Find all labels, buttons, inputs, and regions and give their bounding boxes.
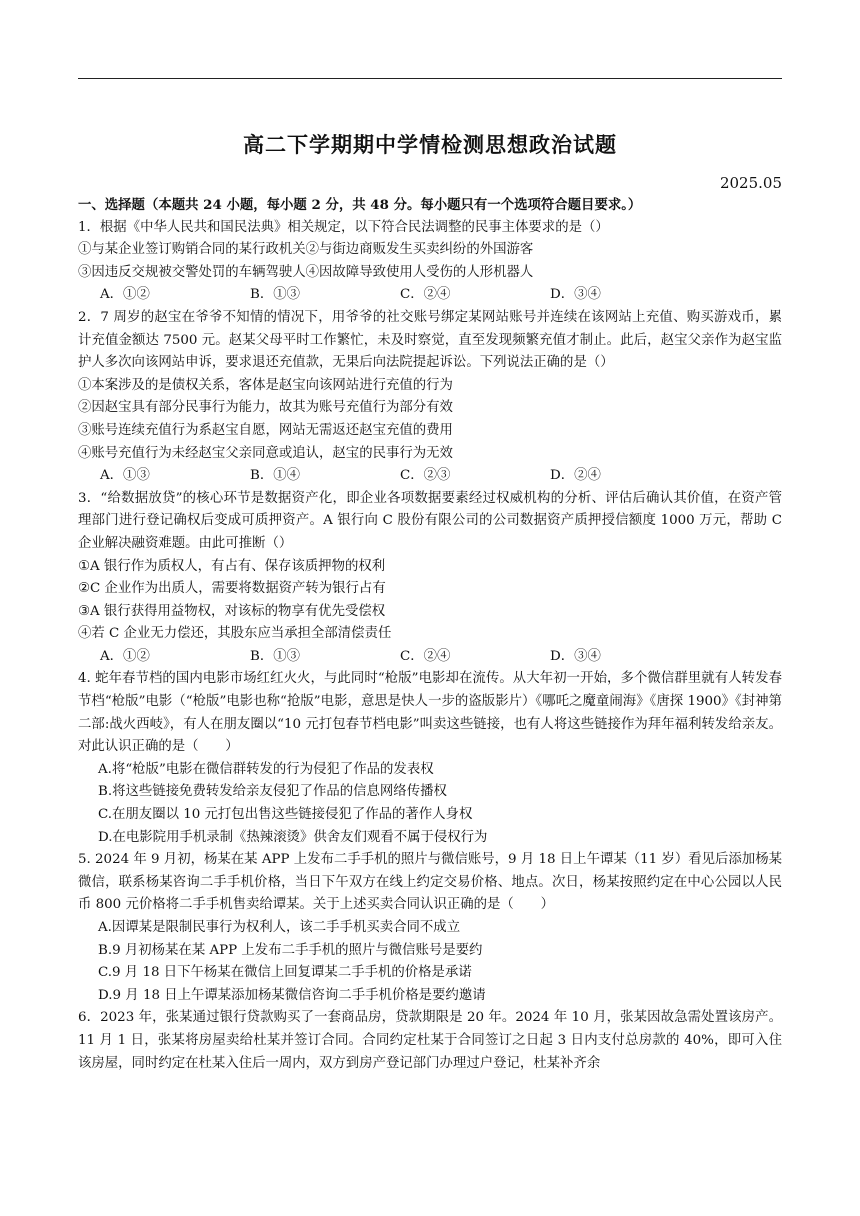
choice-c: C．②④ — [400, 648, 451, 664]
question-5-option: C.9 月 18 日下午杨某在微信上回复谭某二手手机的价格是承诺 — [98, 965, 472, 981]
question-2-stem: 2．7 周岁的赵宝在爷爷不知情的情况下，用爷爷的社交账号绑定某网站账号并连续在该网站上充值、购买游戏币，累计充值金额达 7500 元。赵某父母平时工作繁忙，未及时察觉，直至发现频繁充值才制止。此后，赵宝父亲作为赵宝监护人多次向该网站申诉，要求退还充值款，无果后向法院提起诉讼。下列说法正确的是（） — [78, 309, 782, 371]
question-1-stem: 1．根据《中华人民共和国民法典》相关规定，以下符合民法调整的民事主体要求的是（） — [78, 219, 609, 235]
question-4-option: C.在朋友圈以 10 元打包出售这些链接侵犯了作品的著作人身权 — [98, 807, 473, 823]
question-3-statement: ③A 银行获得用益物权，对该标的物享有优先受偿权 — [78, 603, 386, 619]
choice-c: C．②③ — [400, 468, 451, 484]
top-rule — [78, 78, 782, 79]
choice-a: A．①② — [100, 648, 150, 664]
question-5-option: B.9 月初杨某在某 APP 上发布二手手机的照片与微信账号是要约 — [98, 942, 483, 958]
question-5-option: A.因谭某是限制民事行为权利人，该二手手机买卖合同不成立 — [98, 920, 461, 935]
choice-c: C．②④ — [400, 287, 451, 303]
question-2-statement: ④账号充值行为未经赵宝父亲同意或追认，赵宝的民事行为无效 — [78, 445, 453, 461]
section-heading: 一、选择题（本题共 24 小题，每小题 2 分，共 48 分。每小题只有一个选项符合题目要求。） — [78, 197, 642, 213]
question-2-statement: ①本案涉及的是债权关系，客体是赵宝向该网站进行充值的行为 — [78, 377, 453, 393]
question-3-statement: ②C 企业作为出质人，需要将数据资产转为银行占有 — [78, 581, 386, 597]
question-2-statement: ③账号连续充值行为系赵宝自愿，网站无需返还赵宝充值的费用 — [78, 422, 453, 438]
question-2-statement: ②因赵宝具有部分民事行为能力，故其为账号充值行为部分有效 — [78, 400, 453, 416]
question-1-statement: ③因违反交规被交警处罚的车辆驾驶人④因故障导致使用人受伤的人形机器人 — [78, 264, 534, 280]
page-title: 高二下学期期中学情检测思想政治试题 — [243, 132, 617, 157]
question-5-stem: 5. 2024 年 9 月初，杨某在某 APP 上发布二手手机的照片与微信账号，9 月 18 日上午谭某（11 岁）看见后添加杨某微信，联系杨某咨询二手手机价格，当日下午双方在线上约定交易价格、地点。次日，杨某按照约定在中心公园以人民币 800 元价格将二手手机售卖给谭某。关于上述买卖合同认识正确的是（ ） — [78, 852, 782, 913]
question-3-choices — [78, 646, 782, 669]
question-4-option: D.在电影院用手机录制《热辣滚烫》供舍友们观看不属于侵权行为 — [98, 829, 488, 845]
question-1-choices — [78, 284, 782, 307]
choice-d: D．③④ — [550, 648, 601, 664]
choice-d: D．②④ — [550, 468, 601, 484]
choice-b: B．①③ — [250, 648, 301, 664]
choice-b: B．①④ — [250, 468, 301, 484]
question-3-statement: ④若 C 企业无力偿还，其股东应当承担全部清偿责任 — [78, 626, 392, 642]
question-4-option: B.将这些链接免费转发给亲友侵犯了作品的信息网络传播权 — [98, 784, 447, 800]
question-2-choices — [78, 465, 782, 488]
question-3-statement: ①A 银行作为质权人，有占有、保存该质押物的权利 — [78, 558, 386, 574]
question-3-stem: 3．“给数据放贷”的核心环节是数据资产化，即企业各项数据要素经过权威机构的分析、评估后确认其价值，在资产管理部门进行登记确权后变成可质押资产。A 银行向 C 股份有限公司的公司数据资产质押授信额度 1000 万元，帮助 C 企业解决融资难题。由此可推断（） — [78, 490, 782, 551]
choice-a: A．①③ — [100, 468, 150, 484]
exam-content — [78, 194, 782, 1075]
question-4-stem: 4. 蛇年春节档的国内电影市场红红火火，与此同时“枪版”电影却在流传。从大年初一开始，多个微信群里就有人转发春节档“枪版”电影（“枪版”电影也称“抢版”电影，意思是快人一步的盗版影片）《哪吒之魔童闹海》《唐探 1900》《封神第二部:战火西岐》，有人在朋友圈以“10 元打包春节档电影”叫卖这些链接，也有人将这些链接作为拜年福利转发给亲友。对此认识正确的是（ ） — [78, 671, 782, 755]
choice-b: B．①③ — [250, 287, 301, 303]
question-4-option: A.将“枪版”电影在微信群转发的行为侵犯了作品的发表权 — [98, 761, 434, 777]
exam-date: 2025.05 — [719, 174, 782, 192]
question-6-stem: 6．2023 年，张某通过银行贷款购买了一套商品房，贷款期限是 20 年。2024 年 10 月，张某因故急需处置该房产。11 月 1 日，张某将房屋卖给杜某并签订合同。合同约定杜某于合同签订之日起 3 日内支付总房款的 40%，即可入住该房屋，同时约定在杜某入住后一周内，双方到房产登记部门办理过户登记，杜某补齐余 — [78, 1010, 782, 1071]
question-1-statement: ①与某企业签订购销合同的某行政机关②与街边商贩发生买卖纠纷的外国游客 — [78, 242, 534, 258]
choice-a: A．①② — [100, 287, 150, 303]
choice-d: D．③④ — [550, 287, 601, 303]
question-5-option: D.9 月 18 日上午谭某添加杨某微信咨询二手手机价格是要约邀请 — [98, 987, 486, 1003]
